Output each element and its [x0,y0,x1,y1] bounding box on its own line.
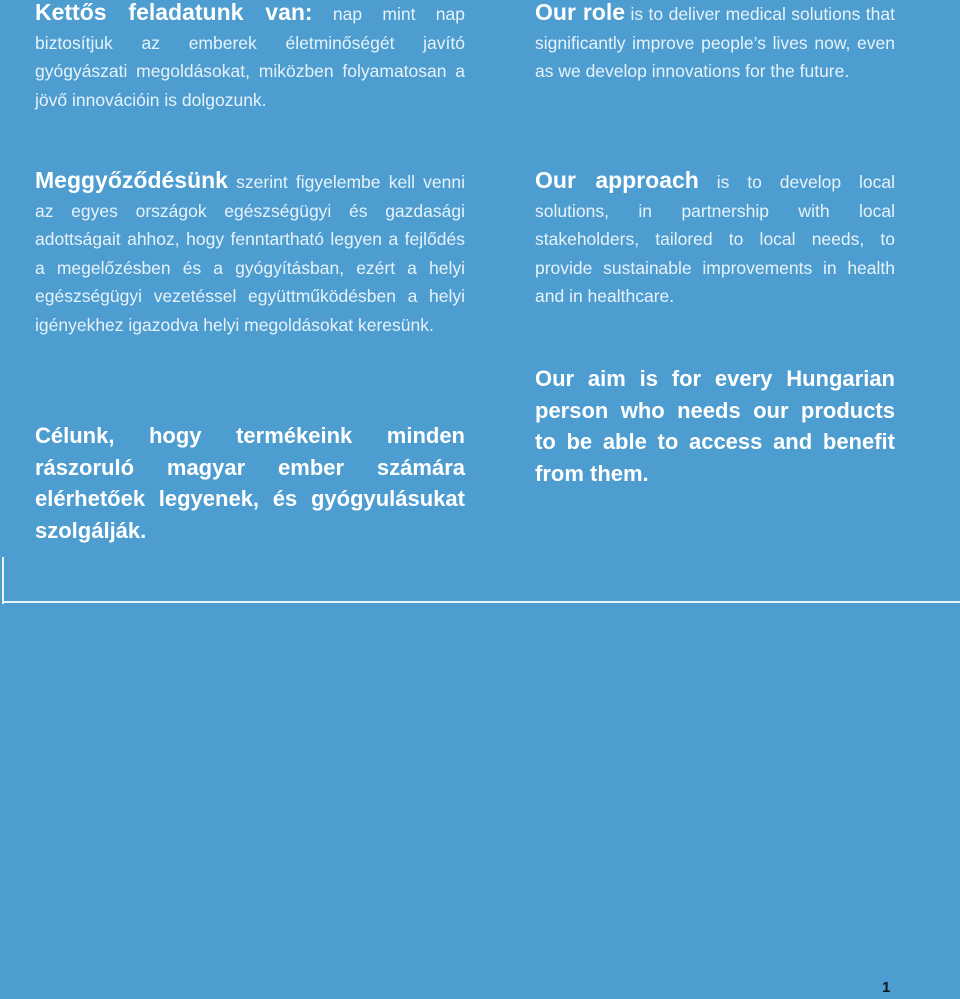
english-approach-lead: Our approach [535,167,699,193]
hungarian-approach-lead: Meggyőződésünk [35,167,228,193]
corner-rule-horizontal [2,601,960,603]
english-aim-text: Our aim is for every Hungarian person who needs our products to be able to access and benefit from them. [535,366,895,486]
hungarian-role-text: nap mint nap biztosítjuk az emberek életminőségét javító gyógyászati megoldásokat, miközben folyamatosan a jövő innovációin is dolgozunk. [35,4,465,110]
english-role-lead: Our role [535,0,626,25]
hungarian-role-paragraph [35,0,465,114]
hungarian-aim-text: Célunk, hogy termékeink minden rászoruló magyar ember számára elérhetőek legyenek, és gyógyulásukat szolgálják. [35,423,465,543]
english-role-paragraph [535,0,895,86]
english-approach-text: is to develop local solutions, in partnership with local stakeholders, tailored to local needs, to provide sustainable improvements in health and in healthcare. [535,172,895,306]
english-role-text: is to deliver medical solutions that significantly improve people’s lives now, even as we develop innovations for the future. [535,4,895,81]
english-approach-paragraph [535,166,895,311]
hungarian-approach-paragraph [35,166,465,339]
hungarian-role-lead: Kettős feladatunk van: [35,0,313,25]
hungarian-aim-statement [35,420,465,546]
corner-rule-vertical [2,557,4,604]
english-aim-statement [535,363,895,489]
hungarian-approach-text: szerint figyelembe kell venni az egyes országok egészségügyi és gazdasági adottságait ahhoz, hogy fenntartható legyen a fejlődés a megelőzésben és a gyógyításban, ezért a helyi egészségügyi vezetéssel együttműködésben a helyi igényekhez igazodva helyi megoldásokat keresünk. [35,172,465,335]
page-number: 1 [882,979,891,996]
